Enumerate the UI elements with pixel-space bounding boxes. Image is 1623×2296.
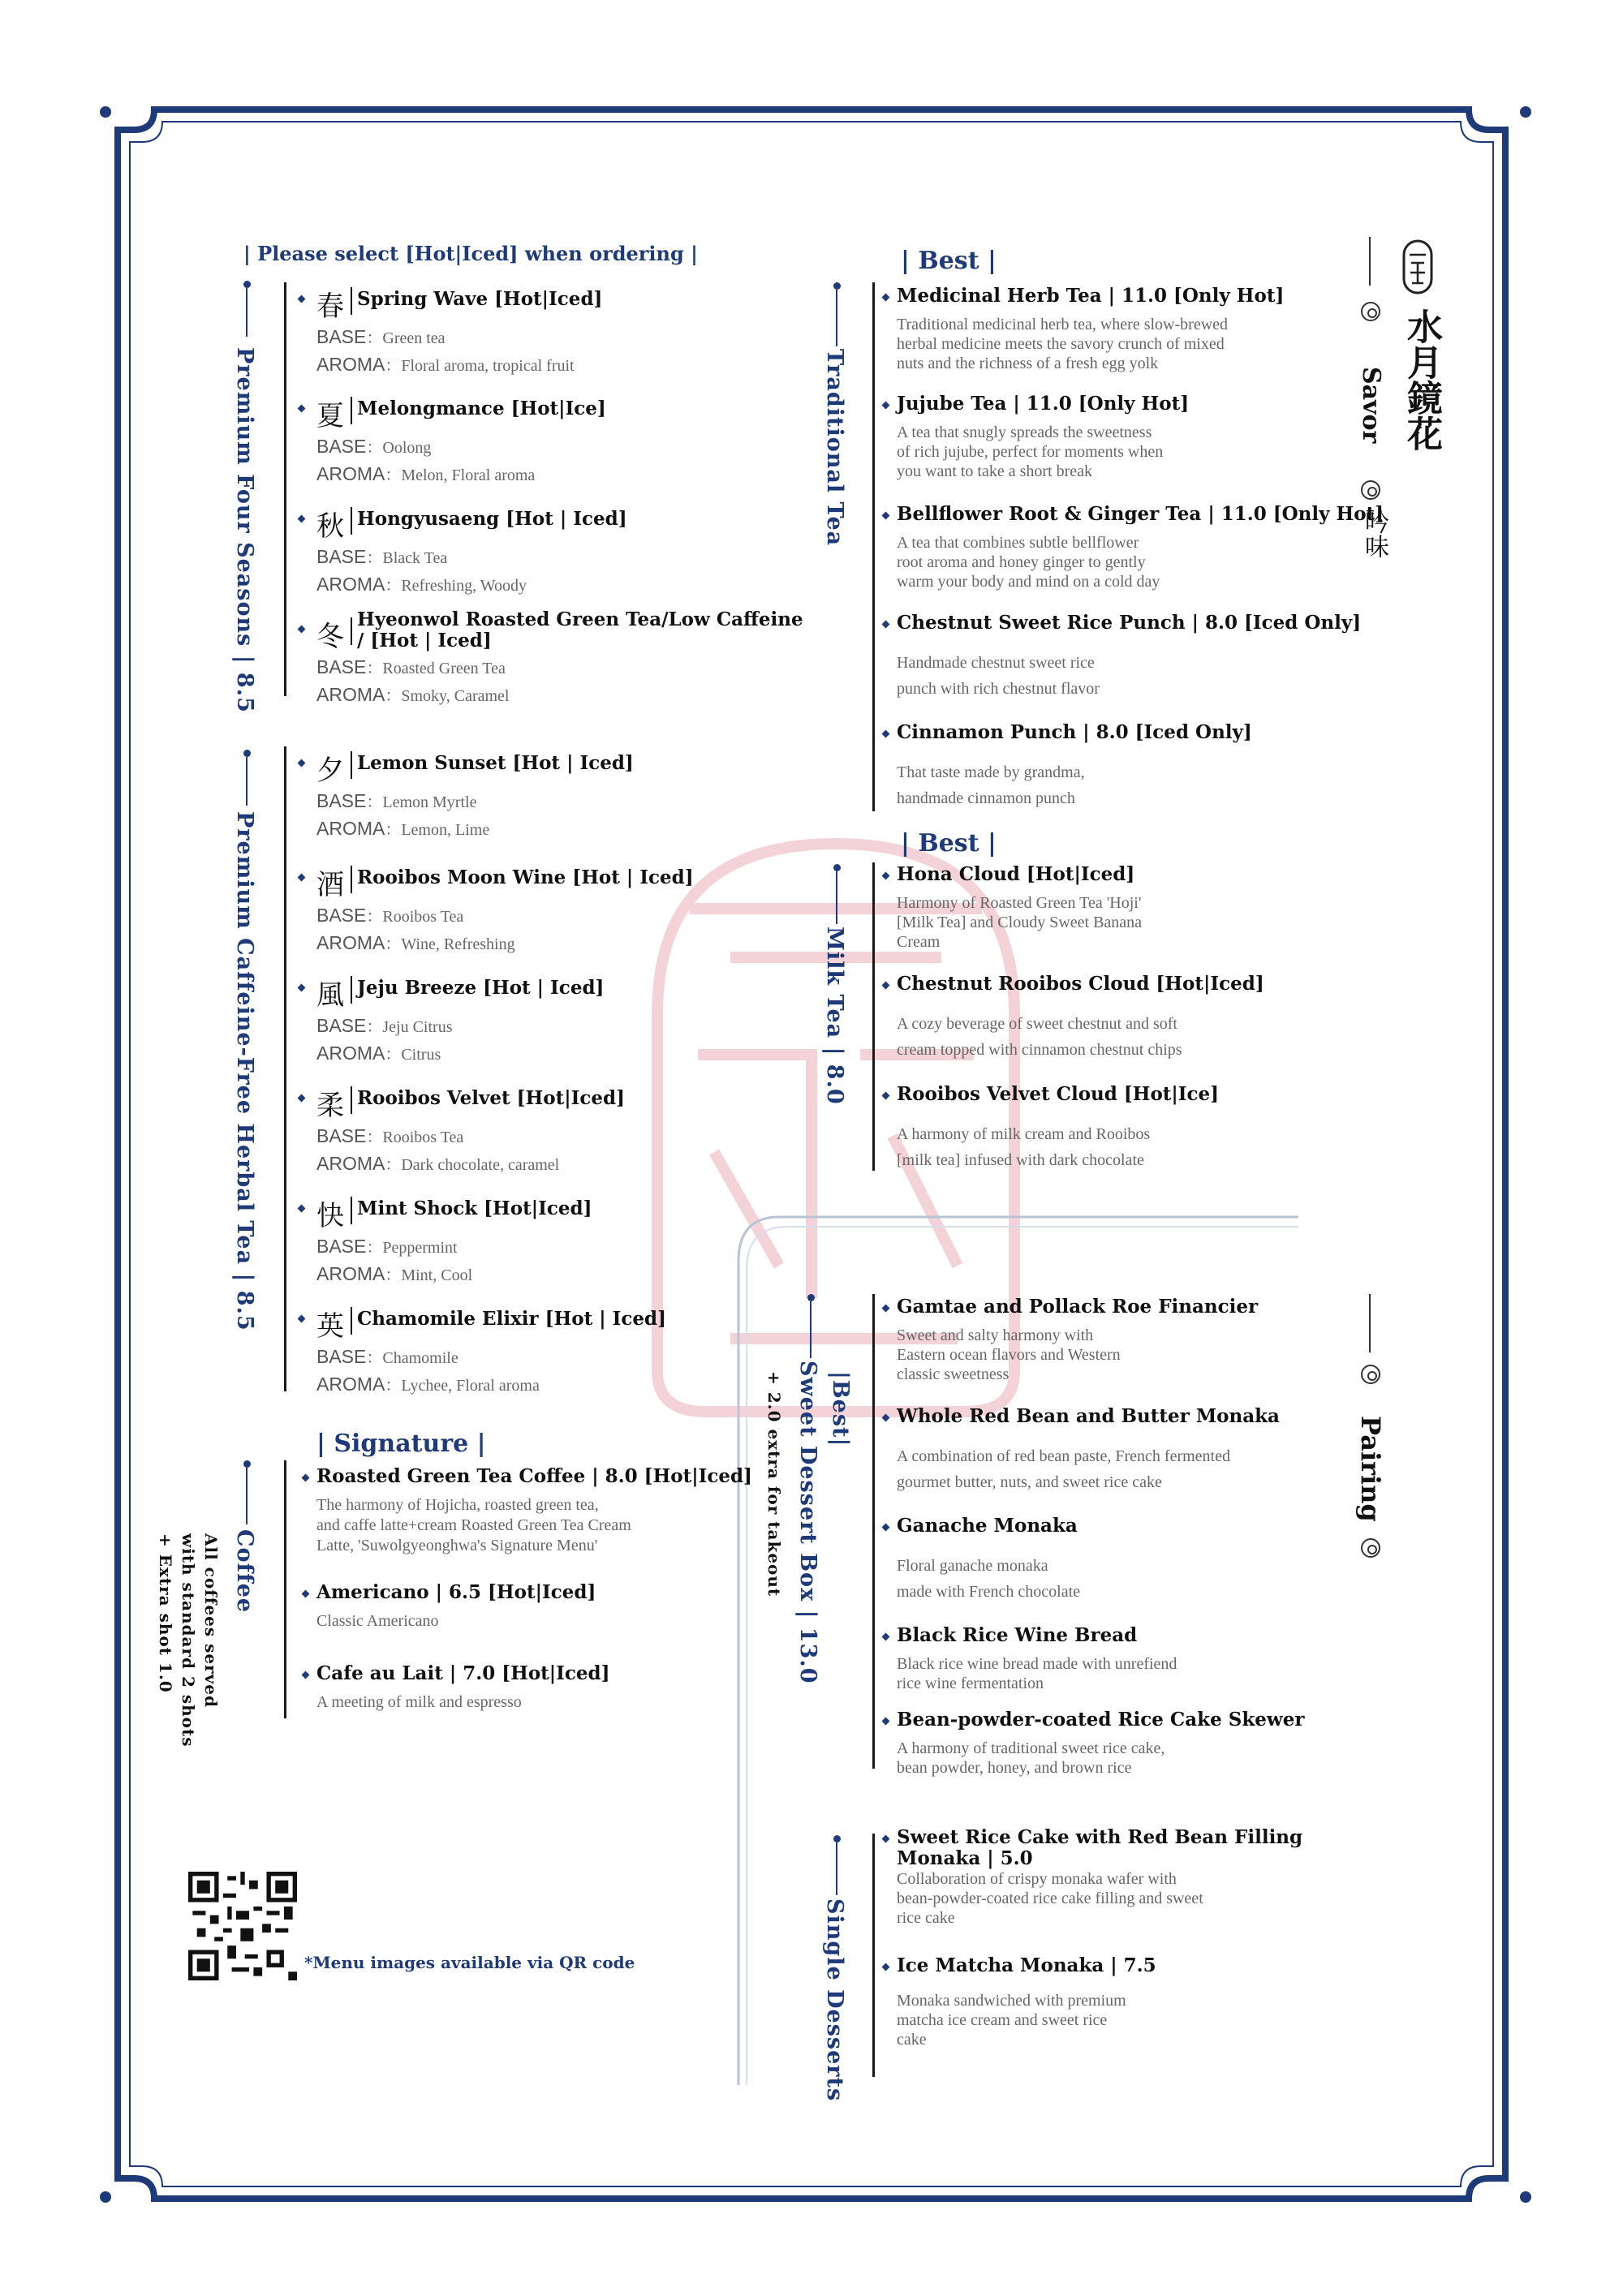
item-description: Harmony of Roasted Green Tea 'Hoji' [Milk Tea] and Cloudy Sweet Banana Cream — [897, 894, 1143, 951]
section-rule — [872, 1834, 875, 2077]
item-name: Bellflower Root & Ginger Tea | 11.0 [Only Hot] — [897, 503, 1384, 525]
item-name: Roasted Green Tea Coffee | 8.0 [Hot|Iced] — [316, 1465, 752, 1487]
menu-item[interactable] — [316, 1582, 738, 1632]
section-connector — [246, 757, 248, 806]
menu-item[interactable] — [897, 612, 1362, 702]
item-name: Medicinal Herb Tea | 11.0 [Only Hot] — [897, 285, 1285, 307]
base-label: BASE — [316, 1125, 367, 1146]
base-value: ：Green tea — [366, 329, 446, 347]
section-connector — [836, 1842, 837, 1895]
item-name: Mint Shock [Hot|Iced] — [357, 1197, 592, 1219]
flower-icon — [1361, 480, 1380, 500]
brand-logo-icon — [1401, 239, 1434, 295]
base-value: ：Rooibos Tea — [366, 908, 464, 926]
season-glyph: 英 — [316, 1310, 344, 1343]
section-title-coffee: Coffee — [232, 1529, 257, 1614]
item-name: Melongmance [Hot|Ice] — [357, 398, 606, 419]
section-rule — [872, 282, 875, 811]
base-label: BASE — [316, 436, 367, 457]
item-name: Cafe au Lait | 7.0 [Hot|Iced] — [316, 1662, 610, 1684]
menu-item[interactable] — [897, 1296, 1351, 1384]
item-description: That taste made by grandma, handmade cinnamon punch — [897, 763, 1085, 807]
brand-savor: Savor — [1357, 367, 1385, 444]
item-name: Spring Wave [Hot|Iced] — [357, 288, 603, 310]
item-description: A harmony of milk cream and Rooibos [milk tea] infused with dark chocolate — [897, 1125, 1151, 1169]
base-label: BASE — [316, 1015, 367, 1036]
season-glyph: 秋 — [316, 510, 344, 543]
base-label: BASE — [316, 656, 367, 677]
qr-note: *Menu images available via QR code — [304, 1953, 635, 1972]
aroma-value: ：Smoky, Caramel — [385, 687, 510, 705]
item-name: Bean-powder-coated Rice Cake Skewer — [897, 1709, 1305, 1731]
brand-rule — [1369, 237, 1371, 286]
season-glyph: 冬 — [316, 621, 344, 653]
pairing-label: Pairing — [1355, 1416, 1386, 1522]
base-value: ：Jeju Citrus — [366, 1018, 453, 1036]
signature-heading: | Signature | — [316, 1430, 486, 1458]
base-value: ：Lemon Myrtle — [366, 793, 477, 811]
aroma-value: ：Wine, Refreshing — [385, 935, 515, 953]
season-glyph: 酒 — [316, 869, 344, 901]
section-best-dessert-box: |Best| — [828, 1371, 853, 1447]
section-dot — [833, 864, 841, 871]
section-rule — [284, 746, 286, 1391]
base-label: BASE — [316, 546, 367, 567]
section-dot — [243, 281, 251, 288]
season-glyph: 夕 — [316, 755, 344, 787]
section-connector — [810, 1301, 812, 1358]
item-name: Americano | 6.5 [Hot|Iced] — [316, 1581, 596, 1603]
item-name: Gamtae and Pollack Roe Financier — [897, 1296, 1259, 1318]
aroma-label: AROMA — [316, 574, 385, 595]
item-name: Hongyusaeng [Hot | Iced] — [357, 508, 627, 530]
item-name: Rooibos Velvet Cloud [Hot|Ice] — [897, 1083, 1220, 1105]
aroma-label: AROMA — [316, 463, 385, 484]
menu-item[interactable] — [897, 1827, 1351, 1928]
section-connector — [246, 288, 248, 337]
takeout-note: + 2.0 extra for takeout — [764, 1371, 784, 1597]
menu-item[interactable] — [897, 864, 1351, 952]
aroma-value: ：Lychee, Floral aroma — [385, 1377, 540, 1395]
item-description: Monaka sandwiched with premium matcha ice cream and sweet rice cake — [897, 1992, 1126, 2049]
base-label: BASE — [316, 905, 367, 926]
base-label: BASE — [316, 790, 367, 811]
section-connector — [246, 1468, 248, 1524]
best-heading: | Best | — [901, 247, 997, 275]
best-heading: | Best | — [901, 829, 997, 858]
menu-item[interactable] — [897, 1709, 1367, 1778]
menu-item[interactable] — [316, 1663, 738, 1713]
season-glyph: 春 — [316, 290, 344, 323]
section-rule — [284, 282, 286, 696]
section-connector — [836, 871, 837, 924]
flower-icon — [1361, 302, 1380, 321]
aroma-label: AROMA — [316, 1043, 385, 1064]
item-name: Chestnut Sweet Rice Punch | 8.0 [Iced Only] — [897, 612, 1362, 634]
section-dot — [243, 1460, 251, 1468]
item-name: Lemon Sunset [Hot | Iced] — [357, 752, 634, 774]
base-label: BASE — [316, 326, 367, 347]
season-glyph: 快 — [316, 1200, 344, 1232]
item-name: Sweet Rice Cake with Red Bean Filling — [897, 1826, 1303, 1848]
item-name: Chestnut Rooibos Cloud [Hot|Iced] — [897, 973, 1264, 995]
aroma-label: AROMA — [316, 818, 385, 839]
qr-code-icon[interactable] — [188, 1872, 297, 1980]
menu-item[interactable] — [316, 1465, 752, 1556]
item-description: The harmony of Hojicha, roasted green tea, and caffe latte+cream Roasted Green Tea Cream Latte, 'Suwolgyeonghwa's Signature Menu' — [316, 1496, 631, 1554]
section-dot — [243, 750, 251, 757]
section-title-caffeine-free: Premium Caffeine-Free Herbal Tea | 8.5 — [232, 811, 257, 1331]
base-value: ：Oolong — [366, 439, 432, 457]
base-value: ：Rooibos Tea — [366, 1129, 464, 1146]
item-name: Hyeonwol Roasted Green Tea/Low Caffeine — [357, 608, 803, 630]
item-name: Ganache Monaka — [897, 1515, 1078, 1537]
season-glyph: 夏 — [316, 400, 344, 432]
item-description: A tea that combines subtle bellflower root aroma and honey ginger to gently warm your body and mind on a cold day — [897, 534, 1160, 591]
aroma-value: ：Lemon, Lime — [385, 821, 490, 839]
item-name: Hona Cloud [Hot|Iced] — [897, 863, 1135, 885]
section-rule — [872, 862, 875, 1171]
item-name: Black Rice Wine Bread — [897, 1624, 1138, 1646]
menu-item[interactable] — [897, 1516, 1351, 1605]
item-name-cont: / [Hot | Iced] — [357, 630, 492, 651]
item-description: A cozy beverage of sweet chestnut and soft cream topped with cinnamon chestnut chips — [897, 1015, 1182, 1059]
item-description: Floral ganache monaka made with French chocolate — [897, 1557, 1081, 1601]
base-value: ：Peppermint — [366, 1239, 458, 1257]
item-name: Chamomile Elixir [Hot | Iced] — [357, 1308, 666, 1330]
menu-item[interactable] — [897, 1084, 1351, 1173]
item-description: A tea that snugly spreads the sweetness of rich jujube, perfect for moments when you want to take a short break — [897, 424, 1164, 480]
aroma-value: ：Dark chocolate, caramel — [385, 1156, 560, 1174]
section-rule — [872, 1294, 875, 1769]
brand-name: 水月鏡花 — [1401, 308, 1442, 451]
menu-item[interactable] — [897, 722, 1351, 811]
section-title-single: Single Desserts — [822, 1898, 847, 2102]
item-description: Traditional medicinal herb tea, where slow-brewed herbal medicine meets the savory crunch of mixed nuts and the richness of a fresh egg yolk — [897, 316, 1229, 372]
flower-icon — [1361, 1538, 1380, 1558]
pairing-rule — [1369, 1294, 1371, 1352]
item-name: Jujube Tea | 11.0 [Only Hot] — [897, 393, 1190, 415]
section-dot — [833, 282, 841, 290]
coffee-note: All coffees served with standard 2 shots + Extra shot 1.0 — [156, 1533, 221, 1748]
menu-item[interactable] — [897, 1955, 1351, 2049]
item-description: Black rice wine bread made with unrefiend rice wine fermentation — [897, 1655, 1177, 1692]
item-name-cont: Monaka | 5.0 — [897, 1847, 1033, 1869]
item-description: Sweet and salty harmony with Eastern ocean flavors and Western classic sweetness — [897, 1326, 1121, 1383]
section-title-dessert-box: Sweet Dessert Box | 13.0 — [795, 1361, 820, 1684]
item-description: Collaboration of crispy monaka wafer with bean-powder-coated rice cake filling and sweet rice cake — [897, 1870, 1203, 1927]
aroma-label: AROMA — [316, 1153, 385, 1174]
season-glyph: 柔 — [316, 1090, 344, 1122]
item-name: Jeju Breeze [Hot | Iced] — [357, 977, 605, 999]
base-label: BASE — [316, 1236, 367, 1257]
flower-icon — [1361, 1365, 1380, 1384]
item-description: Classic Americano — [316, 1612, 439, 1630]
menu-item[interactable] — [897, 1625, 1351, 1693]
item-description: Handmade chestnut sweet rice punch with rich chestnut flavor — [897, 654, 1100, 698]
section-title-four-seasons: Premium Four Seasons | 8.5 — [232, 347, 257, 713]
menu-item[interactable] — [897, 974, 1367, 1063]
menu-item[interactable] — [897, 1406, 1367, 1495]
base-value: ：Black Tea — [366, 549, 448, 567]
menu-item[interactable] — [897, 286, 1351, 373]
base-label: BASE — [316, 1346, 367, 1367]
aroma-label: AROMA — [316, 1374, 385, 1395]
item-name: Cinnamon Punch | 8.0 [Iced Only] — [897, 721, 1252, 743]
brand-savor-cjk: 吟味 — [1360, 510, 1388, 558]
aroma-label: AROMA — [316, 932, 385, 953]
aroma-value: ：Citrus — [385, 1046, 441, 1064]
item-name: Rooibos Velvet [Hot|Iced] — [357, 1087, 625, 1109]
section-title-milk: Milk Tea | 8.0 — [822, 927, 847, 1105]
item-name: Rooibos Moon Wine [Hot | Iced] — [357, 866, 694, 888]
section-rule — [284, 1460, 286, 1718]
section-connector — [836, 290, 837, 346]
aroma-label: AROMA — [316, 1263, 385, 1284]
aroma-value: ：Melon, Floral aroma — [385, 467, 536, 484]
section-dot — [833, 1835, 841, 1842]
base-value: ：Roasted Green Tea — [366, 660, 506, 677]
aroma-label: AROMA — [316, 354, 385, 375]
base-value: ：Chamomile — [366, 1349, 458, 1367]
item-name: Ice Matcha Monaka | 7.5 — [897, 1954, 1156, 1976]
section-dot — [807, 1294, 815, 1301]
item-description: A meeting of milk and espresso — [316, 1693, 522, 1711]
item-name: Whole Red Bean and Butter Monaka — [897, 1405, 1280, 1427]
season-glyph: 風 — [316, 979, 344, 1012]
menu-item[interactable] — [897, 393, 1351, 481]
aroma-value: ：Mint, Cool — [385, 1266, 473, 1284]
aroma-value: ：Floral aroma, tropical fruit — [385, 357, 575, 375]
item-description: A harmony of traditional sweet rice cake, bean powder, honey, and brown rice — [897, 1739, 1165, 1777]
item-description: A combination of red bean paste, French fermented gourmet butter, nuts, and sweet rice cake — [897, 1447, 1230, 1491]
aroma-value: ：Refreshing, Woody — [385, 577, 527, 595]
aroma-label: AROMA — [316, 684, 385, 705]
order-notice: | Please select [Hot|Iced] when ordering | — [243, 242, 698, 265]
section-title-traditional: Traditional Tea — [822, 349, 847, 547]
